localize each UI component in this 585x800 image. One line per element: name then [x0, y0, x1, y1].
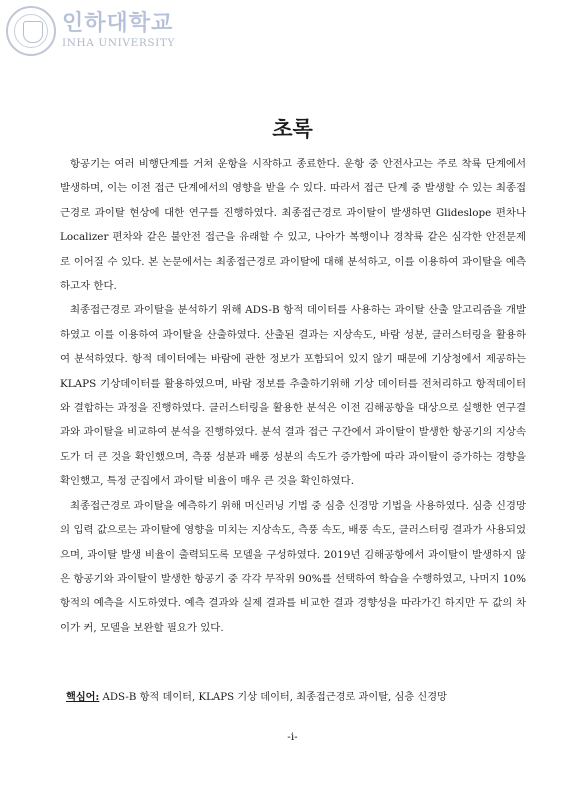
abstract-paragraph-3: 최종접근경로 과이탈을 예측하기 위해 머신러닝 기법 중 심층 신경망 기법을 사용하였다. 심층 신경망의 입력 값으로는 과이탈에 영향을 미치는 지상속도, 측풍 속도, 배풍 속도, 클러스터링 결과가 사용되었으며, 과이탈 발생 비율이 출력되도록 모델을 구성하였다. 2019년 김해공항에서 과이탈이 발생하지 않은 항공기와 과이탈이 발생한 항공기 중 각각 무작위 90%를 선택하여 학습을 수행하였고, 나머지 10% 항적의 예측을 시도하였다. 예측 결과와 실제 결과를 비교한 결과 경향성을 따라가긴 하지만 두 값의 차이가 커, 모델을 보완할 필요가 있다. — [60, 499, 526, 634]
university-header — [6, 6, 175, 56]
abstract-paragraph-1: 항공기는 여러 비행단계를 거쳐 운항을 시작하고 종료한다. 운항 중 안전사고는 주로 착륙 단계에서 발생하며, 이는 이전 접근 단계에서의 영향을 받을 수 있다. 따라서 접근 단계 중 발생할 수 있는 최종접근경로 과이탈 현상에 대한 연구를 진행하였다. 최종접근경로 과이탈이 발생하면 Glideslope 편차나 Localizer 편차와 같은 불안전 접근을 유래할 수 있고, 나아가 복행이나 경착륙 같은 심각한 안전문제로 이어질 수 있다. 본 논문에서는 최종접근경로 과이탈에 대해 분석하고, 이를 이용하여 과이탈을 예측하고자 한다. — [60, 158, 526, 293]
page-number: -i- — [287, 731, 298, 743]
keywords-text: ADS-B 항적 데이터, KLAPS 기상 데이터, 최종접근경로 과이탈, 심층 신경망 — [99, 692, 447, 703]
abstract-paragraph-2: 최종접근경로 과이탈을 분석하기 위해 ADS-B 항적 데이터를 사용하는 과이탈 산출 알고리즘을 개발하였고 이를 이용하여 과이탈을 산출하였다. 산출된 결과는 지상속도, 바람 성분, 클러스터링을 활용하여 분석하였다. 항적 데이터에는 바람에 관한 정보가 포함되어 있지 않기 때문에 기상청에서 제공하는 KLAPS 기상데이터를 활용하였으며, 바람 정보를 추출하기위해 기상 데이터를 전처리하고 항적데이터와 결합하는 과정을 진행하였다. 클러스터링을 활용한 분석은 이전 김해공항을 대상으로 실행한 연구결과와 과이탈을 비교하여 분석을 진행하였다. 분석 결과 접근 구간에서 과이탈이 발생한 항공기의 지상속도가 더 큰 것을 확인했으며, 측풍 성분과 배풍 성분의 속도가 증가함에 따라 과이탈이 증가하는 경향을 확인했고, 특정 군집에서 과이탈 비율이 매우 큰 것을 확인하였다. — [60, 304, 526, 488]
keywords-line — [66, 688, 536, 703]
university-logo-text — [62, 13, 175, 49]
university-seal-icon — [6, 6, 56, 56]
abstract-body — [60, 152, 526, 640]
page-title: 초록 — [272, 117, 313, 141]
university-name-korean: 인하대학교 — [62, 11, 174, 37]
university-name-english: INHA UNIVERSITY — [62, 37, 176, 50]
seal-shield-shape — [23, 21, 43, 43]
keywords-label: 핵심어: — [66, 691, 100, 703]
